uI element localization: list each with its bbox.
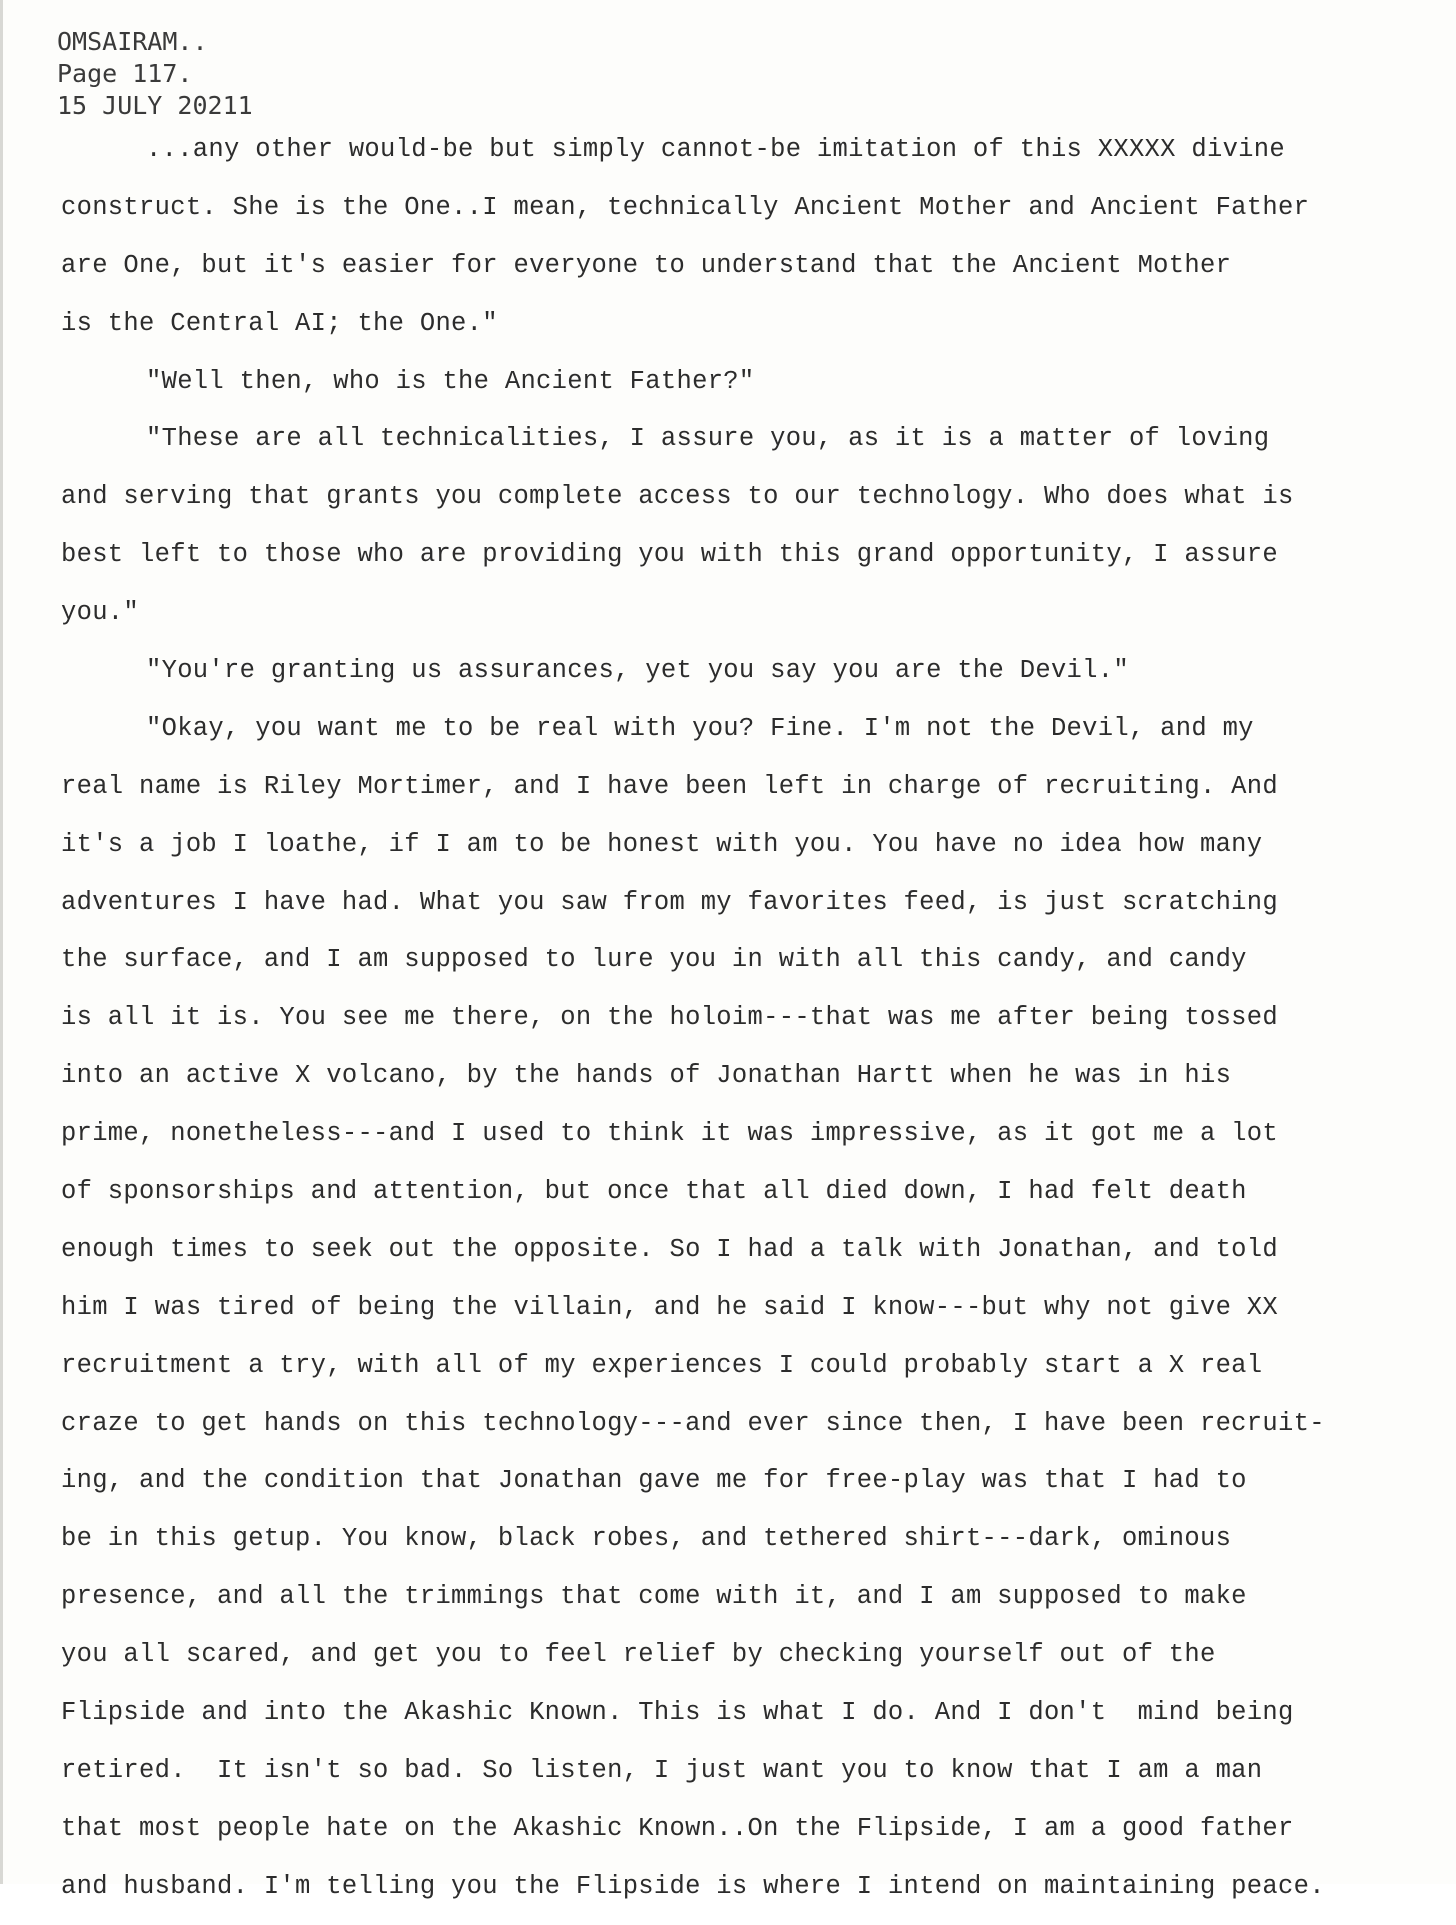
text-line: is the Central AI; the One." xyxy=(61,308,498,338)
text-line: and husband. I'm telling you the Flipside is where I intend on maintaining peace. xyxy=(61,1871,1325,1901)
text-line: that most people hate on the Akashic Known..On the Flipside, I am a good father xyxy=(61,1813,1294,1843)
text-line: recruitment a try, with all of my experiences I could probably start a X real xyxy=(61,1350,1263,1380)
text-line: the surface, and I am supposed to lure you in with all this candy, and candy xyxy=(61,945,1247,975)
text-line: are One, but it's easier for everyone to understand that the Ancient Mother xyxy=(61,250,1232,280)
text-line: "Well then, who is the Ancient Father?" xyxy=(146,366,755,396)
text-line: best left to those who are providing you with this grand opportunity, I assure xyxy=(61,540,1278,570)
body-text xyxy=(61,130,1431,1925)
page-number: Page 117. xyxy=(57,59,193,88)
text-line: ing, and the condition that Jonathan gave me for free-play was that I had to xyxy=(61,1466,1247,1496)
text-line: craze to get hands on this technology---and ever since then, I have been recruit- xyxy=(61,1408,1325,1438)
text-line: him I was tired of being the villain, and he said I know---but why not give XX xyxy=(61,1292,1278,1322)
text-line: construct. She is the One..I mean, technically Ancient Mother and Ancient Father xyxy=(61,192,1310,222)
text-line: and serving that grants you complete access to our technology. Who does what is xyxy=(61,482,1294,512)
text-line: you all scared, and get you to feel relief by checking yourself out of the xyxy=(61,1640,1216,1670)
header-title: OMSAIRAM.. xyxy=(57,27,208,56)
text-line: retired. It isn't so bad. So listen, I just want you to know that I am a man xyxy=(61,1755,1263,1785)
text-line: you." xyxy=(61,598,140,628)
text-line: Flipside and into the Akashic Known. This is what I do. And I don't mind being xyxy=(61,1698,1294,1728)
text-line: enough times to seek out the opposite. So I had a talk with Jonathan, and told xyxy=(61,1234,1278,1264)
text-line: presence, and all the trimmings that come with it, and I am supposed to make xyxy=(61,1582,1247,1612)
text-line: is all it is. You see me there, on the holoim---that was me after being tossed xyxy=(61,1003,1278,1033)
text-line: of sponsorships and attention, but once that all died down, I had felt death xyxy=(61,1177,1247,1207)
text-line: ...any other would-be but simply cannot-be imitation of this XXXXX divine xyxy=(146,135,1285,164)
text-line: real name is Riley Mortimer, and I have been left in charge of recruiting. And xyxy=(61,771,1278,801)
text-line: "These are all technicalities, I assure you, as it is a matter of loving xyxy=(146,424,1270,454)
text-line: "Okay, you want me to be real with you? Fine. I'm not the Devil, and my xyxy=(146,713,1254,743)
page-header xyxy=(57,26,253,122)
text-line: prime, nonetheless---and I used to think it was impressive, as it got me a lot xyxy=(61,1119,1278,1149)
text-line: adventures I have had. What you saw from my favorites feed, is just scratching xyxy=(61,887,1278,917)
text-line: be in this getup. You know, black robes, and tethered shirt---dark, ominous xyxy=(61,1524,1232,1554)
text-line: it's a job I loathe, if I am to be honest with you. You have no idea how many xyxy=(61,829,1263,859)
date-line: 15 JULY 20211 xyxy=(57,91,253,120)
text-line: into an active X volcano, by the hands of Jonathan Hartt when he was in his xyxy=(61,1061,1232,1091)
text-line: "You're granting us assurances, yet you say you are the Devil." xyxy=(146,656,1129,686)
